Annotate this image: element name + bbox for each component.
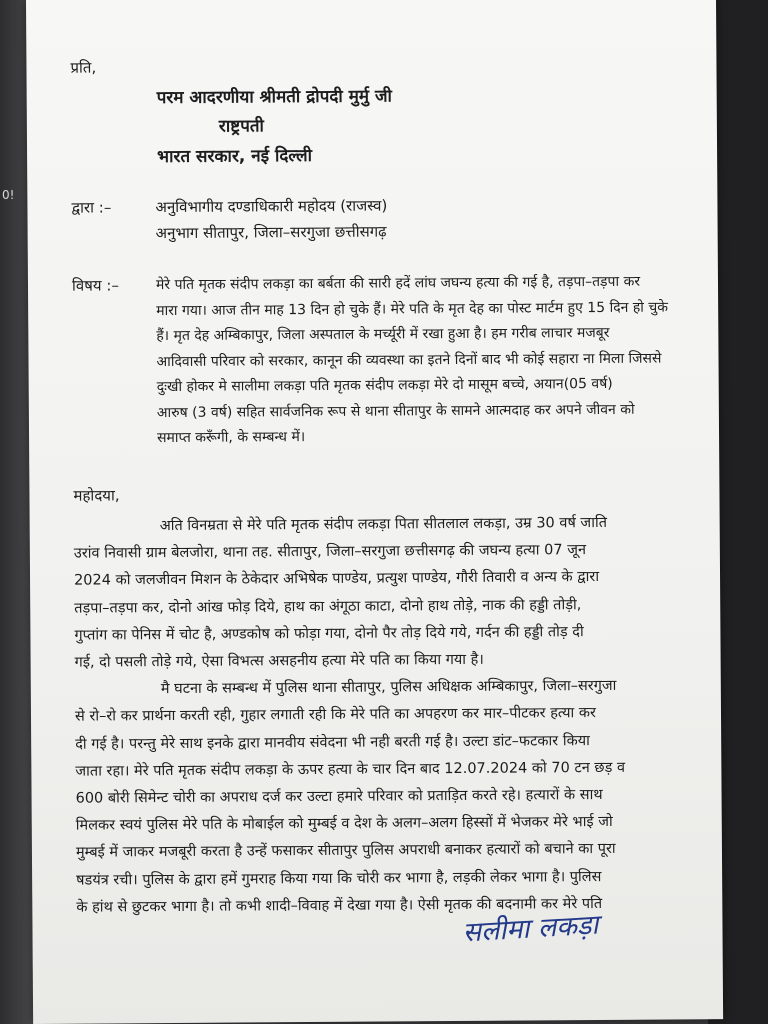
subject-line: हैं। मृत देह अम्बिकापुर, जिला अस्पताल के मर्च्यूरी में रखा हुआ है। हम गरीब लाचार मजबूर [156, 324, 610, 345]
paragraph-line: तड़पा–तड़पा कर, दोनो आंख फोड़ दिये, हाथ का अंगूठा काटा, दोनो हाथ तोड़े, नाक की हड्डी तोड़ी, [74, 596, 582, 617]
paragraph-line: गई, दो पसली तोड़े गये, ऐसा विभत्स असहनीय हत्या मेरे पति का किया गया है। [74, 651, 484, 671]
addressee-name: परम आदरणीया श्रीमती द्रोपदी मुर्मु जी [156, 86, 393, 109]
paragraph-line: से रो–रो कर प्रार्थना करती रही, गुहार लगाती रही कि मेरे पति का अपहरण कर मार–पीटकर हत्या कर [74, 705, 597, 726]
subject-line: समाप्त करूँगी, के सम्बन्ध में। [157, 429, 306, 447]
paragraph-line: मिलकर स्वयं पुलिस मेरे पति के मोबाईल को मुम्बई व देश के अलग–अलग हिस्सों में भेजकर मेरे भाई जो [75, 814, 613, 834]
handwritten-signature: सलीमा लकड़ा [461, 909, 600, 949]
subject-line: आदिवासी परिवार को सरकार, कानून की व्यवस्था का इतने दिनों बाद भी कोई सहारा ना मिला जिससे [156, 350, 662, 370]
paragraph-line: गुप्तांग का पेनिस में चोट है, अण्डकोष को फोड़ा गया, दोनो पैर तोड़ दिये गये, गर्दन की हड्डी तोड़ दी [74, 623, 584, 644]
subject-line: आरुष (3 वर्ष) सहित सार्वजनिक रूप से थाना सीतापुर के सामने आत्मदाह कर अपने जीवन को [156, 401, 635, 421]
paragraph-line: 600 बोरी सिमेन्ट चोरी का अपराध दर्ज कर उल्टा हमारे परिवार को प्रताड़ित करते रहे। हत्यारों के साथ [75, 787, 603, 807]
addressee-office: भारत सरकार, नई दिल्ली [157, 146, 313, 168]
via-line: अनुभाग सीतापुर, जिला–सरगुजा छत्तीसगढ़ [155, 222, 387, 243]
letter-body [74, 509, 702, 921]
paragraph-line: जाता रहा। मेरे पति मृतक संदीप लकड़ा के ऊपर हत्या के चार दिन बाद 12.07.2024 को 70 टन छड़ व [75, 759, 626, 780]
paragraph-line: षडयंत्र रची। पुलिस के द्वारा हमें गुमराह किया गया कि चोरी कर भागा है, लड़की लेकर भागा है। पुलिस [76, 868, 602, 889]
paragraph-line: उरांव निवासी ग्राम बेलजोरा, थाना तह. सीतापुर, जिला–सरगुजा छत्तीसगढ़ की जघन्य हत्या 07 जून [73, 542, 587, 562]
via-label: द्वारा :– [71, 198, 112, 217]
subject-label: विषय :– [71, 276, 119, 295]
salutation: प्रति, [70, 58, 97, 77]
paragraph-line: अति विनम्रता से मेरे पति मृतक संदीप लकड़ा पिता सीतलाल लकड़ा, उम्र 30 वर्ष जाति [159, 514, 608, 535]
paragraph-line: के हांथ से छुटकर भागा है। तो कभी शादी–विवाह में देखा गया है। ऐसी मृतक की बदनामी कर मेरे पति [76, 895, 603, 916]
paragraph-line: 2024 को जलजीवन मिशन के ठेकेदार अभिषेक पाण्डेय, प्रत्युश पाण्डेय, गौरी तिवारी व अन्य के द्वारा [74, 569, 600, 590]
subject-line: मेरे पति मृतक संदीप लकड़ा का बर्बता की सारी हदें लांघ जघन्य हत्या की गई है, तड़पा–तड़पा कर [155, 273, 641, 294]
addressee-title: राष्ट्रपती [218, 116, 265, 137]
paragraph-line: दी गई है। परन्तु मेरे साथ इनके द्वारा मानवीय संवेदना भी नही बरती गई है। उल्टा डांट–फटकार किया [75, 732, 590, 753]
greeting: महोदया, [73, 486, 120, 505]
letter-page [26, 0, 723, 1024]
subject-line: दुःखी होकर मे सालीमा लकड़ा पति मृतक संदीप लकड़ा मेरे दो मासूम बच्चे, अयान(05 वर्ष) [156, 375, 613, 396]
subject-text [156, 269, 697, 451]
subject-line: मारा गया। आज तीन माह 13 दिन हो चुके हैं। मेरे पति के मृत देह का पोस्ट मार्टम हुए 15 दिन हो चुके [156, 299, 669, 319]
paragraph-line: मै घटना के सम्बन्ध में पुलिस थाना सीतापुर, पुलिस अधिक्षक अम्बिकापुर, जिला–सरगुजा [160, 678, 617, 698]
paragraph-line: मुम्बई में जाकर मजबूरी करता है उन्हें फसाकर सीतापुर पुलिस अपराधी बनाकर हत्यारों को बचाने का पूरा [75, 841, 616, 862]
via-line: अनुविभागीय दण्डाधिकारी महोदय (राजस्व) [155, 196, 388, 217]
background-page-mark: 0! [2, 188, 15, 202]
